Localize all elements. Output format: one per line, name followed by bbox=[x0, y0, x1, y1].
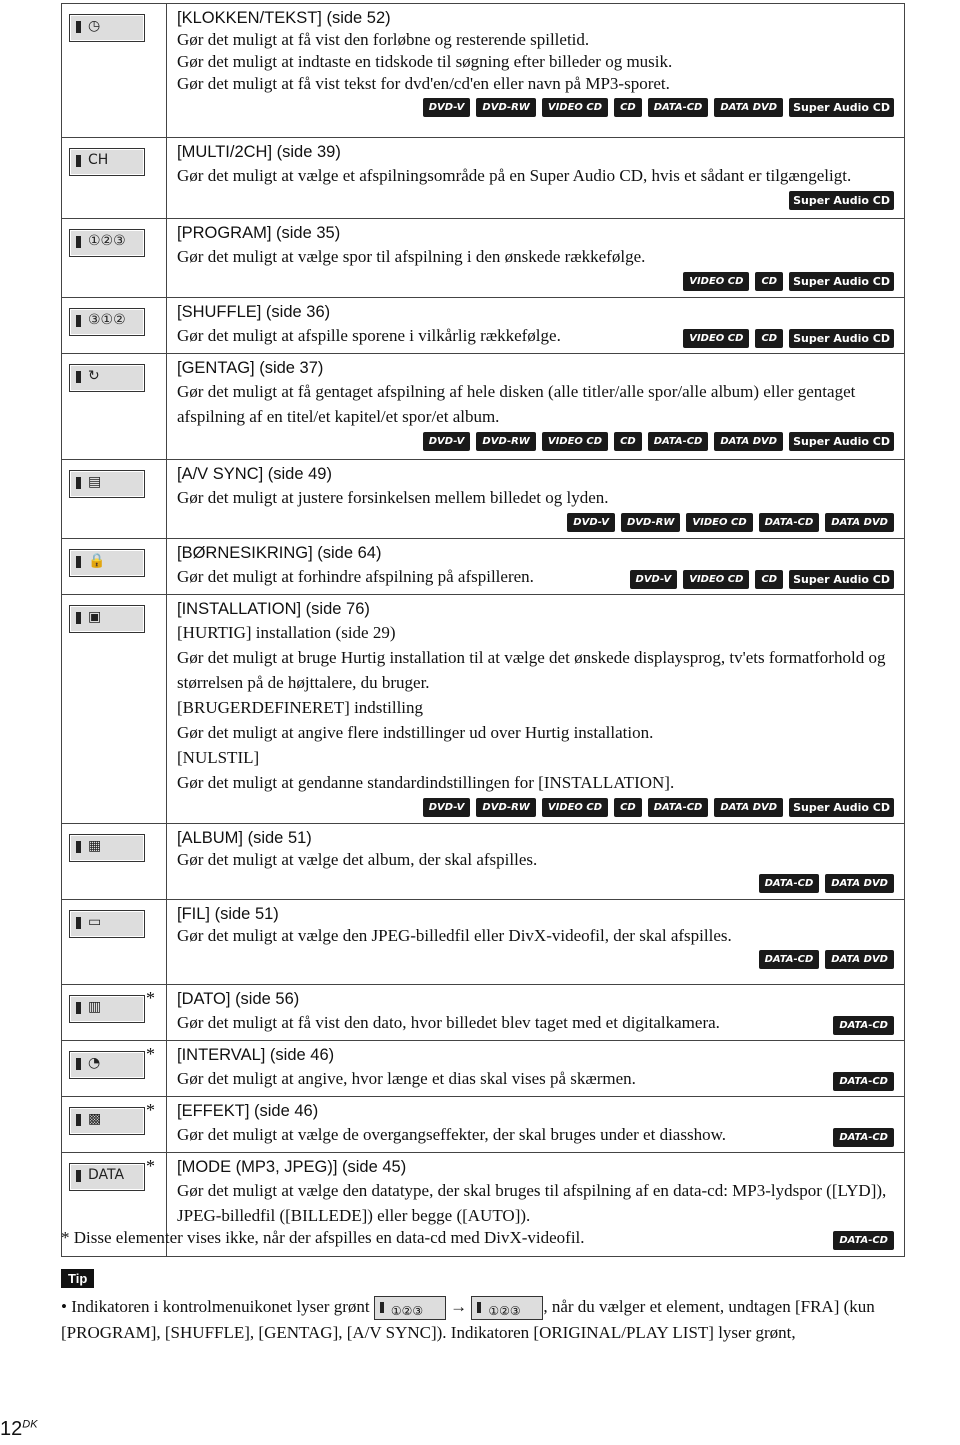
row-line: Gør det muligt at få vist den dato, hvor billedet blev taget med et digitalkamera. bbox=[177, 1013, 720, 1032]
disc-badges bbox=[827, 1124, 894, 1146]
row-title: [SHUFFLE] (side 36) bbox=[177, 303, 331, 321]
disc-badge: DATA-CD bbox=[833, 1072, 894, 1091]
text-cell bbox=[167, 4, 905, 138]
disc-badge: DATA-CD bbox=[759, 513, 820, 532]
icon-glyph: ③①② bbox=[88, 312, 126, 328]
asterisk-mark: * bbox=[146, 1044, 155, 1064]
disc-badge: DATA-CD bbox=[648, 432, 709, 451]
disc-badge: DATA DVD bbox=[714, 432, 783, 451]
row-line: [NULSTIL] bbox=[177, 748, 260, 767]
icon-glyph: ①②③ bbox=[88, 233, 126, 249]
disc-badge: VIDEO CD bbox=[683, 272, 749, 291]
arrow-icon: → bbox=[450, 1297, 468, 1316]
tip-badge: Tip bbox=[61, 1269, 94, 1288]
row-title: [MODE (MP3, JPEG)] (side 45) bbox=[177, 1158, 407, 1176]
tip-prefix: • Indikatoren i kontrolmenuikonet lyser grønt bbox=[61, 1297, 370, 1316]
menu-row bbox=[62, 138, 905, 219]
menu-row bbox=[62, 460, 905, 539]
text-cell bbox=[167, 460, 905, 539]
disc-badge: DATA-CD bbox=[759, 874, 820, 893]
row-title: [MULTI/2CH] (side 39) bbox=[177, 143, 341, 161]
disc-badge: VIDEO CD bbox=[686, 513, 752, 532]
row-line: Gør det muligt at vælge den JPEG-billedfil eller DivX-videofil, der skal afspilles. bbox=[177, 926, 732, 945]
disc-badge: Super Audio CD bbox=[789, 570, 894, 589]
menu-row bbox=[62, 985, 905, 1041]
menu-row bbox=[62, 824, 905, 900]
disc-badge: CD bbox=[614, 98, 642, 117]
clock-icon bbox=[69, 14, 145, 42]
text-cell bbox=[167, 539, 905, 595]
tip-suffix: , når du vælger et element, undtagen [FRA] (kun [PROGRAM], [SHUFFLE], [GENTAG], [A/V SYNC]). Indikatoren [ORIGINAL/PLAY LIST] lyser grønt, bbox=[61, 1297, 875, 1343]
disc-badge: CD bbox=[755, 570, 783, 589]
row-line: Gør det muligt at justere forsinkelsen mellem billedet og lyden. bbox=[177, 488, 609, 507]
parental-lock-icon bbox=[69, 549, 145, 577]
shuffle-icon bbox=[69, 308, 145, 336]
text-cell bbox=[167, 298, 905, 354]
file-icon bbox=[69, 910, 145, 938]
disc-badge: DATA-CD bbox=[648, 98, 709, 117]
text-cell bbox=[167, 595, 905, 824]
disc-badge: VIDEO CD bbox=[542, 432, 608, 451]
disc-badge: Super Audio CD bbox=[789, 798, 894, 817]
disc-badges bbox=[177, 94, 894, 119]
row-line: Gør det muligt at indtaste en tidskode til søgning efter billeder og musik. bbox=[177, 52, 673, 71]
icon-cell bbox=[62, 460, 167, 539]
interval-icon bbox=[69, 1051, 145, 1079]
asterisk-mark: * bbox=[146, 988, 155, 1008]
effect-icon bbox=[69, 1107, 145, 1135]
row-line: Gør det muligt at få vist den forløbne og resterende spilletid. bbox=[177, 30, 590, 49]
row-title: [DATO] (side 56) bbox=[177, 990, 300, 1008]
disc-badge: DATA-CD bbox=[833, 1128, 894, 1147]
disc-badge: CD bbox=[614, 432, 642, 451]
page-number: $12^{DK}$ bbox=[0, 1418, 38, 1440]
disc-badges bbox=[677, 325, 894, 347]
disc-badges bbox=[624, 566, 894, 588]
disc-badges bbox=[177, 870, 894, 895]
menu-row bbox=[62, 595, 905, 824]
disc-badge: DVD-V bbox=[567, 513, 615, 532]
row-title: [KLOKKEN/TEKST] (side 52) bbox=[177, 9, 391, 27]
row-line: Gør det muligt at vælge de overgangseffekter, der skal bruges under et diasshow. bbox=[177, 1125, 726, 1144]
icon-glyph: CH bbox=[88, 152, 109, 168]
text-cell bbox=[167, 1097, 905, 1153]
disc-badge: DVD-RW bbox=[621, 513, 680, 532]
toolbox-icon bbox=[69, 605, 145, 633]
icon-cell bbox=[62, 4, 167, 138]
icon-cell bbox=[62, 900, 167, 985]
text-cell bbox=[167, 900, 905, 985]
disc-badge: Super Audio CD bbox=[789, 98, 894, 117]
icon-glyph: ↻ bbox=[88, 368, 100, 384]
icon-glyph: DATA bbox=[88, 1167, 125, 1183]
text-cell bbox=[167, 219, 905, 298]
row-line: Gør det muligt at vælge den datatype, der skal bruges til afspilning af en data-cd: MP3-lydspor ([LYD]), JPEG-billedfil ([BILLEDE]) eller begge ([AUTO]). bbox=[177, 1181, 887, 1225]
disc-badge: DATA-CD bbox=[833, 1016, 894, 1035]
menu-row bbox=[62, 354, 905, 460]
menu-row bbox=[62, 1097, 905, 1153]
icon-cell bbox=[62, 1041, 167, 1097]
date-icon bbox=[69, 995, 145, 1023]
program-icon-on: ①②③ bbox=[471, 1296, 543, 1320]
icon-glyph: ▣ bbox=[88, 609, 102, 625]
disc-badges bbox=[177, 268, 894, 293]
disc-badge: VIDEO CD bbox=[683, 570, 749, 589]
disc-badge: CD bbox=[755, 272, 783, 291]
disc-badges bbox=[827, 1068, 894, 1090]
icon-cell bbox=[62, 219, 167, 298]
icon-glyph: 🔒 bbox=[88, 553, 106, 569]
row-title: [PROGRAM] (side 35) bbox=[177, 224, 341, 242]
multi-2ch-icon bbox=[69, 148, 145, 176]
row-line: Gør det muligt at forhindre afspilning på afspilleren. bbox=[177, 567, 534, 586]
text-cell bbox=[167, 985, 905, 1041]
disc-badge: DATA-CD bbox=[759, 950, 820, 969]
row-title: [INTERVAL] (side 46) bbox=[177, 1046, 335, 1064]
icon-glyph: ◔ bbox=[88, 1055, 101, 1071]
disc-badge: DVD-V bbox=[423, 432, 471, 451]
disc-badge: DATA DVD bbox=[714, 798, 783, 817]
disc-badge: VIDEO CD bbox=[542, 798, 608, 817]
album-icon bbox=[69, 834, 145, 862]
row-title: [A/V SYNC] (side 49) bbox=[177, 465, 332, 483]
icon-glyph: ▩ bbox=[88, 1111, 102, 1127]
icon-cell bbox=[62, 298, 167, 354]
disc-badges bbox=[177, 509, 894, 534]
disc-badge: VIDEO CD bbox=[683, 329, 749, 348]
repeat-icon bbox=[69, 364, 145, 392]
icon-glyph: ▦ bbox=[88, 838, 102, 854]
row-line: [HURTIG] installation (side 29) bbox=[177, 623, 396, 642]
icon-cell bbox=[62, 824, 167, 900]
disc-badge: DVD-RW bbox=[476, 432, 535, 451]
row-line: Gør det muligt at bruge Hurtig installation til at vælge det ønskede displaysprog, tv'ets formatforhold og størrelsen på de højttalere, du bruger. bbox=[177, 648, 886, 692]
row-line: Gør det muligt at få vist tekst for dvd'en/cd'en eller navn på MP3-sporet. bbox=[177, 74, 670, 93]
asterisk-mark: * bbox=[146, 1156, 155, 1176]
disc-badge: VIDEO CD bbox=[542, 98, 608, 117]
disc-badge: DATA DVD bbox=[825, 874, 894, 893]
menu-row bbox=[62, 1041, 905, 1097]
disc-badge: CD bbox=[614, 798, 642, 817]
disc-badges bbox=[177, 946, 894, 971]
program-icon bbox=[69, 229, 145, 257]
disc-badge: DVD-V bbox=[423, 798, 471, 817]
menu-row bbox=[62, 539, 905, 595]
row-line: Gør det muligt at angive, hvor længe et dias skal vises på skærmen. bbox=[177, 1069, 636, 1088]
icon-glyph: ▤ bbox=[88, 474, 102, 490]
row-line: Gør det muligt at vælge spor til afspilning i den ønskede rækkefølge. bbox=[177, 247, 646, 266]
disc-badge: Super Audio CD bbox=[789, 329, 894, 348]
disc-badge: DATA DVD bbox=[825, 513, 894, 532]
text-cell bbox=[167, 824, 905, 900]
icon-cell bbox=[62, 1097, 167, 1153]
disc-badge: Super Audio CD bbox=[789, 432, 894, 451]
text-cell bbox=[167, 138, 905, 219]
disc-badge: Super Audio CD bbox=[789, 191, 894, 210]
program-icon-off: ①②③ bbox=[374, 1296, 446, 1320]
disc-badge: Super Audio CD bbox=[789, 272, 894, 291]
icon-cell bbox=[62, 595, 167, 824]
row-line: Gør det muligt at få gentaget afspilning af hele disken (alle titler/alle spor/alle album) eller gentaget afspilning af en titel/et kapitel/et spor/et album. bbox=[177, 382, 856, 426]
menu-row bbox=[62, 298, 905, 354]
icon-glyph: ▭ bbox=[88, 914, 102, 930]
disc-badge: DATA-CD bbox=[648, 798, 709, 817]
disc-badge: DVD-V bbox=[423, 98, 471, 117]
disc-badges bbox=[177, 187, 894, 212]
disc-badge: DVD-RW bbox=[476, 98, 535, 117]
row-line: Gør det muligt at angive flere indstillinger ud over Hurtig installation. bbox=[177, 723, 654, 742]
icon-cell bbox=[62, 985, 167, 1041]
row-title: [EFFEKT] (side 46) bbox=[177, 1102, 319, 1120]
row-line: Gør det muligt at vælge et afspilningsområde på en Super Audio CD, hvis et sådant er tilgængeligt. bbox=[177, 166, 852, 185]
av-sync-icon bbox=[69, 470, 145, 498]
asterisk-mark: * bbox=[146, 1100, 155, 1120]
menu-row bbox=[62, 219, 905, 298]
menu-row bbox=[62, 900, 905, 985]
row-title: [BØRNESIKRING] (side 64) bbox=[177, 544, 382, 562]
icon-cell bbox=[62, 539, 167, 595]
disc-badge: CD bbox=[755, 329, 783, 348]
disc-badge: DATA DVD bbox=[714, 98, 783, 117]
menu-row bbox=[62, 4, 905, 138]
icon-cell bbox=[62, 138, 167, 219]
row-line: Gør det muligt at gendanne standardindstillingen for [INSTALLATION]. bbox=[177, 773, 675, 792]
icon-cell bbox=[62, 354, 167, 460]
disc-badges bbox=[177, 794, 894, 819]
disc-badge: DATA-CD bbox=[833, 1231, 894, 1250]
disc-badge: DVD-V bbox=[630, 570, 678, 589]
row-line: Gør det muligt at afspille sporene i vilkårlig rækkefølge. bbox=[177, 326, 561, 345]
row-title: [GENTAG] (side 37) bbox=[177, 359, 324, 377]
row-title: [ALBUM] (side 51) bbox=[177, 829, 312, 847]
row-line: Gør det muligt at vælge det album, der skal afspilles. bbox=[177, 850, 538, 869]
control-menu-table bbox=[61, 3, 905, 1257]
row-title: [INSTALLATION] (side 76) bbox=[177, 600, 370, 618]
icon-glyph: ▥ bbox=[88, 999, 102, 1015]
disc-badge: DVD-RW bbox=[476, 798, 535, 817]
icon-glyph: ◷ bbox=[88, 18, 101, 34]
footnote: * Disse elementer vises ikke, når der afspilles en data-cd med DivX-videofil. bbox=[61, 1228, 585, 1247]
text-cell bbox=[167, 1041, 905, 1097]
row-title: [FIL] (side 51) bbox=[177, 905, 279, 923]
disc-badges bbox=[827, 1012, 894, 1034]
tip-text bbox=[61, 1294, 960, 1345]
disc-badge: DATA DVD bbox=[825, 950, 894, 969]
row-line: [BRUGERDEFINERET] indstilling bbox=[177, 698, 424, 717]
data-mode-icon bbox=[69, 1163, 145, 1191]
disc-badges bbox=[177, 428, 894, 453]
text-cell bbox=[167, 354, 905, 460]
